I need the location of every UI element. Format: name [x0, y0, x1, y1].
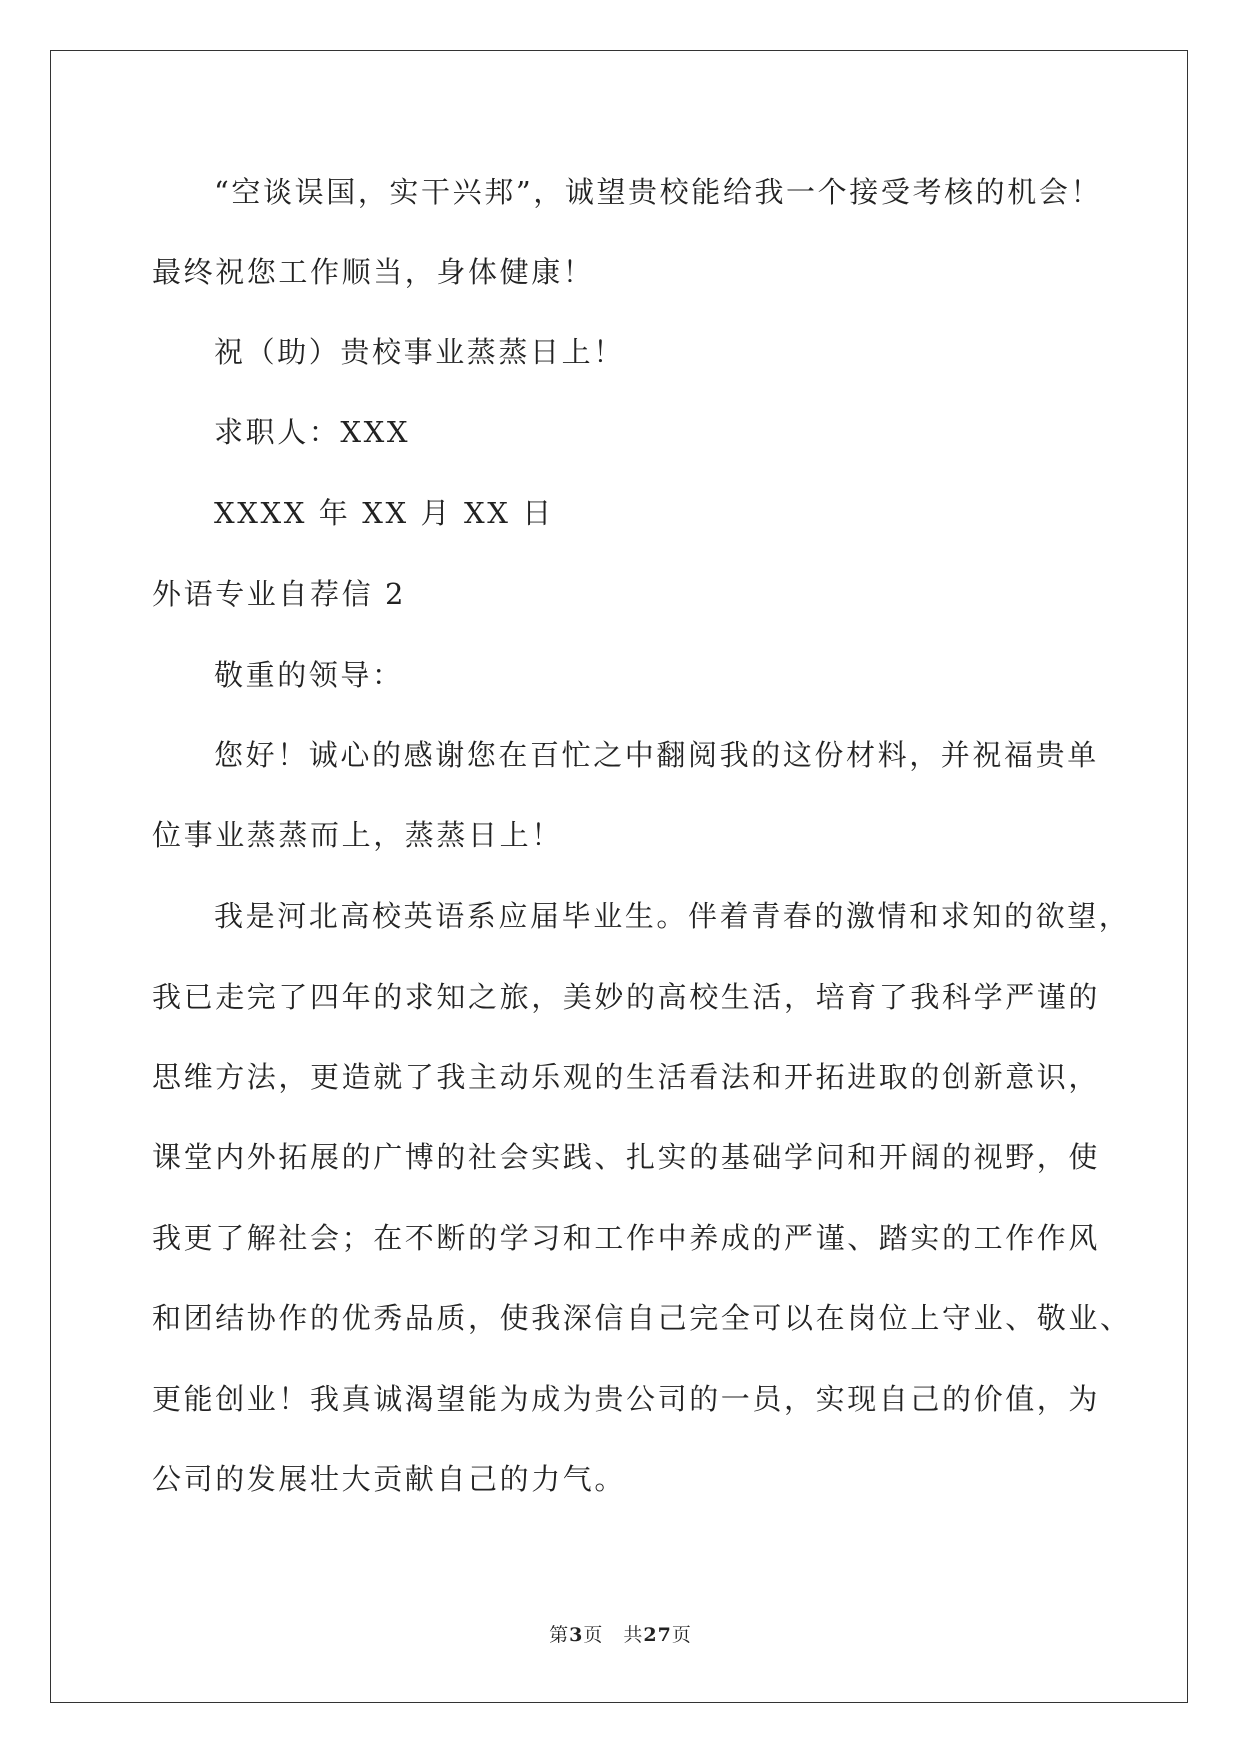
- footer-prefix: 第: [549, 1624, 570, 1646]
- paragraph-line: 课堂内外拓展的广博的社会实践、扎实的基础学问和开阔的视野，使: [152, 1140, 1101, 1174]
- paragraph-line: 祝（助）贵校事业蒸蒸日上！: [214, 335, 625, 369]
- footer-suffix: 页: [671, 1624, 692, 1646]
- total-page-count: 27: [643, 1624, 672, 1646]
- paragraph-line: 公司的发展壮大贡献自己的力气。: [152, 1462, 627, 1496]
- footer-mid: 页 共: [583, 1624, 644, 1646]
- paragraph-line: 位事业蒸蒸而上，蒸蒸日上！: [152, 818, 563, 852]
- signature-line: 求职人：XXX: [214, 415, 411, 449]
- paragraph-line: 我是河北高校英语系应届毕业生。伴着青春的激情和求知的欲望，: [214, 899, 1131, 933]
- current-page-number: 3: [569, 1624, 584, 1646]
- paragraph-line: 和团结协作的优秀品质，使我深信自己完全可以在岗位上守业、敬业、: [152, 1301, 1132, 1335]
- paragraph-line: 最终祝您工作顺当，身体健康！: [152, 255, 595, 289]
- paragraph-line: “空谈误国，实干兴邦”，诚望贵校能给我一个接受考核的机会！: [214, 175, 1103, 209]
- paragraph-line: 我已走完了四年的求知之旅，美妙的高校生活，培育了我科学严谨的: [152, 980, 1101, 1014]
- salutation: 敬重的领导：: [214, 658, 404, 692]
- date-line: XXXX 年 XX 月 XX 日: [214, 496, 554, 530]
- page-footer: [0, 1620, 1241, 1647]
- paragraph-line: 我更了解社会；在不断的学习和工作中养成的严谨、踏实的工作作风: [152, 1221, 1101, 1255]
- page-border: [50, 50, 1188, 1703]
- section-title: 外语专业自荐信 2: [152, 577, 407, 611]
- paragraph-line: 更能创业！我真诚渴望能为成为贵公司的一员，实现自己的价值，为: [152, 1382, 1101, 1416]
- paragraph-line: 思维方法，更造就了我主动乐观的生活看法和开拓进取的创新意识，: [152, 1060, 1101, 1094]
- paragraph-line: 您好！诚心的感谢您在百忙之中翻阅我的这份材料，并祝福贵单: [214, 738, 1099, 772]
